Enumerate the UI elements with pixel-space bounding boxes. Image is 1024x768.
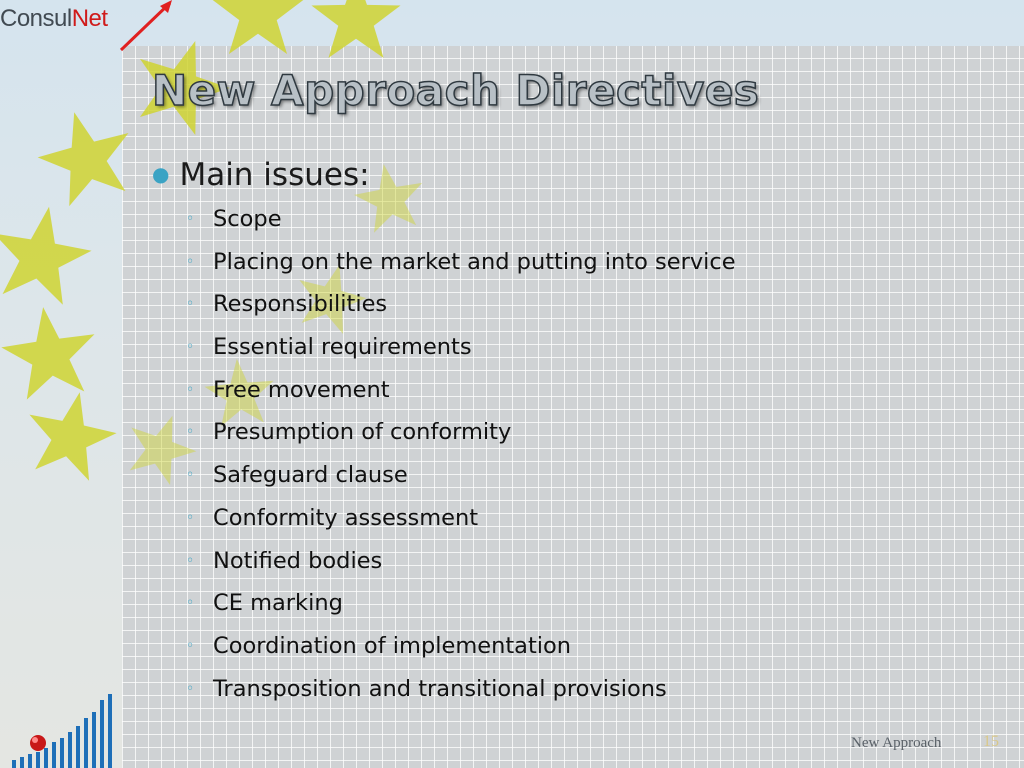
bar	[76, 726, 80, 768]
bar	[68, 732, 72, 768]
bar	[28, 754, 32, 768]
bar	[84, 718, 88, 768]
star-icon	[211, 0, 305, 54]
bullet-ring-icon: ◦	[186, 339, 195, 356]
bar	[20, 757, 24, 768]
sub-bullet-list	[186, 198, 736, 710]
bullet-ring-icon: ◦	[186, 296, 195, 313]
list-item	[186, 582, 736, 625]
list-item-text: Scope	[213, 206, 282, 232]
list-item-text: Presumption of conformity	[213, 419, 512, 446]
list-item	[186, 540, 736, 583]
bullet-ring-icon: ◦	[186, 424, 195, 441]
list-item	[186, 241, 736, 284]
bullet-ring-icon: ◦	[186, 552, 195, 569]
star-icon	[311, 0, 400, 58]
bullet-dot-icon: ●	[152, 162, 170, 186]
list-item-text: Placing on the market and putting into service	[213, 248, 736, 275]
logo-text-primary: Consul	[0, 5, 72, 32]
bullet-ring-icon: ◦	[186, 595, 195, 612]
list-item	[186, 454, 736, 497]
bar	[92, 712, 96, 768]
list-item-text: CE marking	[213, 590, 343, 617]
list-item-text: Safeguard clause	[213, 462, 408, 489]
list-item	[186, 369, 736, 412]
main-bullet-text: Main issues:	[179, 157, 370, 193]
bar	[52, 742, 56, 768]
list-item-text: Transposition and transitional provisions	[213, 675, 667, 702]
list-item-text: Essential requirements	[213, 334, 472, 361]
bar	[60, 738, 64, 768]
bar	[108, 694, 112, 768]
list-item	[186, 625, 736, 668]
list-item	[186, 198, 736, 241]
slide-title: New Approach Directives	[152, 66, 760, 115]
axis-arrow-line	[121, 3, 170, 50]
logo-text-accent: Net	[71, 5, 108, 32]
bullet-ring-icon: ◦	[186, 680, 195, 697]
consulnet-logo	[0, 5, 108, 33]
list-item	[186, 283, 736, 326]
bar	[36, 752, 40, 768]
list-item	[186, 668, 736, 711]
list-item	[186, 411, 736, 454]
list-item-text: Notified bodies	[213, 547, 383, 574]
bullet-ring-icon: ◦	[186, 509, 195, 526]
bullet-ring-icon: ◦	[186, 381, 195, 398]
main-bullet	[152, 157, 370, 193]
list-item-text: Responsibilities	[213, 291, 388, 318]
list-item	[186, 326, 736, 369]
bullet-ring-icon: ◦	[186, 253, 195, 270]
list-item-text: Coordination of implementation	[213, 632, 572, 659]
list-item	[186, 497, 736, 540]
bar	[100, 700, 104, 768]
page-number: 15	[983, 733, 999, 750]
bullet-ring-icon: ◦	[186, 467, 195, 484]
growth-chart-decoration	[0, 0, 200, 768]
list-item-text: Free movement	[213, 376, 390, 403]
red-ball-icon	[30, 735, 46, 751]
bullet-ring-icon: ◦	[186, 637, 195, 654]
footer-text: New Approach	[851, 735, 942, 751]
bar	[12, 760, 16, 768]
bullet-ring-icon: ◦	[186, 211, 195, 227]
bar	[44, 748, 48, 768]
list-item-text: Conformity assessment	[213, 504, 479, 531]
